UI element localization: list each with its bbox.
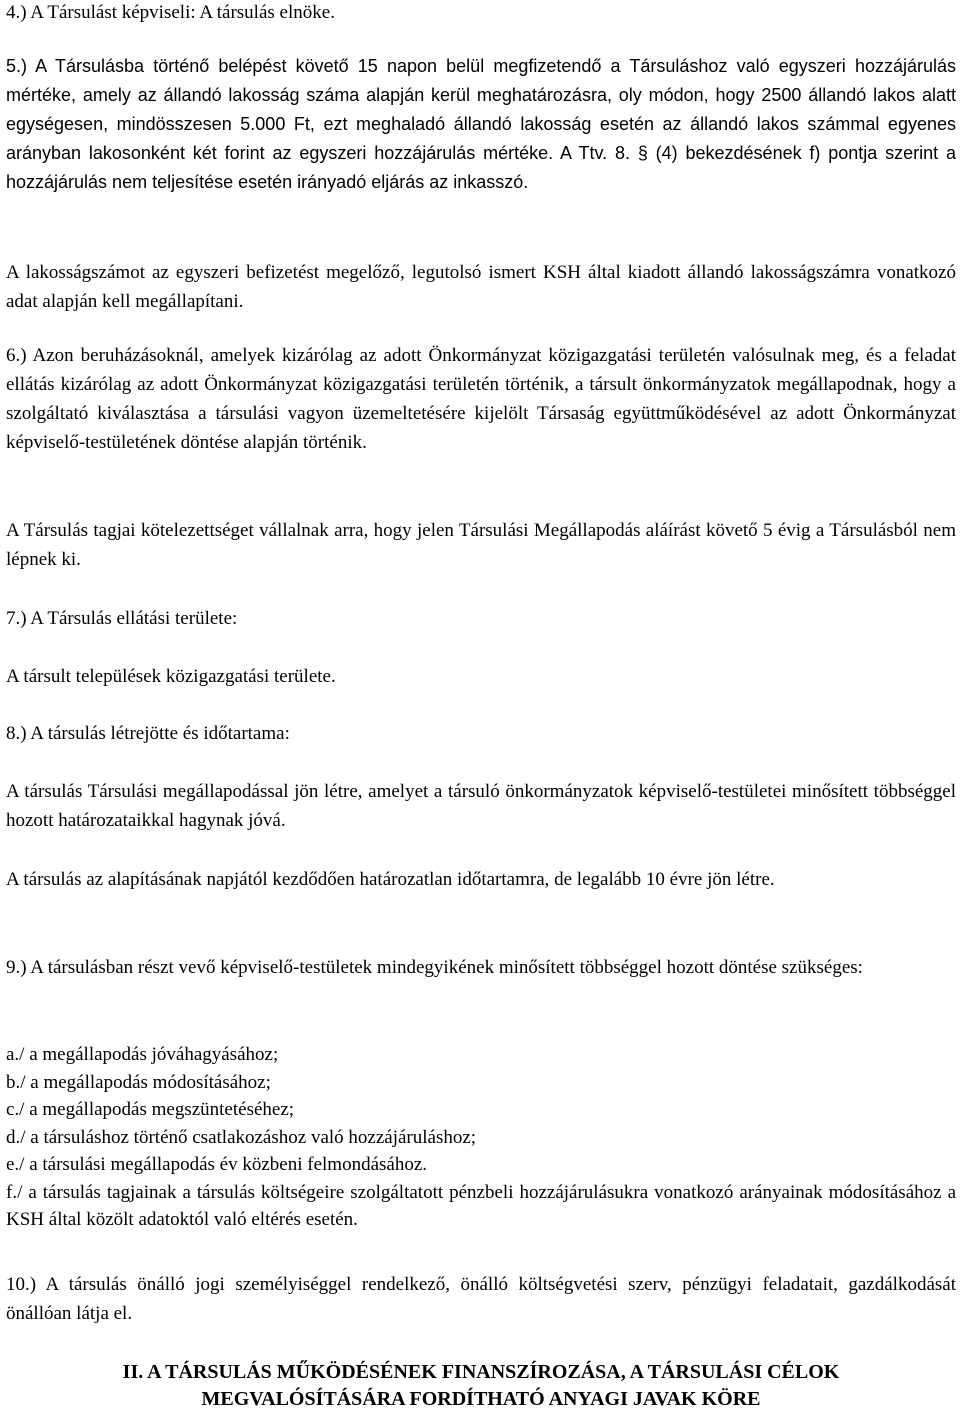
list-item: f./ a társulás tagjainak a társulás költségeire szolgáltatott pénzbeli hozzájárulásukra vonatkozó arányainak módosításához a KSH által közölt adatoktól való eltérés esetén. bbox=[6, 1181, 956, 1230]
paragraph-7-area: A társult települések közigazgatási területe. bbox=[6, 666, 336, 687]
section-heading-line-1: II. A TÁRSULÁS MŰKÖDÉSÉNEK FINANSZÍROZÁSA, A TÁRSULÁSI CÉLOK bbox=[122, 1361, 840, 1383]
paragraph-8-establishment: A társulás Társulási megállapodással jön létre, amelyet a társuló önkormányzatok képviselő-testületei minősített többséggel hozott határozataikkal hagynak jóvá. bbox=[6, 781, 956, 831]
paragraph-9-list bbox=[6, 1041, 956, 1234]
list-item: c./ a megállapodás megszüntetéséhez; bbox=[6, 1099, 295, 1120]
section-heading-line-2: MEGVALÓSÍTÁSÁRA FORDÍTHATÓ ANYAGI JAVAK KÖRE bbox=[201, 1388, 761, 1410]
paragraph-4-representative: 4.) A Társulást képviseli: A társulás elnöke. bbox=[6, 2, 335, 23]
paragraph-8-heading: 8.) A társulás létrejötte és időtartama: bbox=[6, 723, 290, 744]
paragraph-8-duration: A társulás az alapításának napjától kezdődően határozatlan időtartamra, de legalább 10 évre jön létre. bbox=[6, 869, 775, 890]
paragraph-9-intro: 9.) A társulásban részt vevő képviselő-testületek mindegyikének minősített többséggel hozott döntése szükséges: bbox=[6, 957, 863, 978]
paragraph-7-heading: 7.) A Társulás ellátási területe: bbox=[6, 608, 238, 629]
paragraph-6-investments: 6.) Azon beruházásoknál, amelyek kizárólag az adott Önkormányzat közigazgatási területén valósulnak meg, és a feladat ellátás kizárólag az adott Önkormányzat közigazgatási területén történik, a társult önkormányzatok megállapodnak, hogy a szolgáltató kiválasztása a társulási vagyon üzemeltetésére kijelölt Társaság együttműködésével az adott Önkormányzat képviselő-testületének döntése alapján történik. bbox=[6, 345, 956, 453]
list-item: b./ a megállapodás módosításához; bbox=[6, 1071, 271, 1093]
paragraph-6-membership-obligation: A Társulás tagjai kötelezettséget vállalnak arra, hogy jelen Társulási Megállapodás aláírást követő 5 évig a Társulásból nem lépnek ki. bbox=[6, 520, 956, 570]
paragraph-10-legal-status: 10.) A társulás önálló jogi személyiséggel rendelkező, önálló költségvetési szerv, pénzügyi feladatait, gazdálkodását önállóan látja el. bbox=[6, 1274, 956, 1324]
list-item: e./ a társulási megállapodás év közbeni felmondásához. bbox=[6, 1154, 428, 1175]
list-item: d./ a társuláshoz történő csatlakozáshoz való hozzájáruláshoz; bbox=[6, 1126, 477, 1148]
paragraph-5-population-basis: A lakosságszámot az egyszeri befizetést megelőző, legutolsó ismert KSH által kiadott állandó lakosságszámra vonatkozó adat alapján kell megállapítani. bbox=[6, 262, 956, 312]
list-item: a./ a megállapodás jóváhagyásához; bbox=[6, 1044, 279, 1065]
paragraph-5-contribution: 5.) A Társulásba történő belépést követő 15 napon belül megfizetendő a Társuláshoz való egyszeri hozzájárulás mértéke, amely az állandó lakosság száma alapján kerül meghatározásra, oly módon, hogy 2500 állandó lakos alatt egységesen, mindösszesen 5.000 Ft, ezt meghaladó állandó lakosság esetén az állandó lakos számmal egyenes arányban lakosonként két forint az egyszeri hozzájárulás mértéke. A Ttv. 8. § (4) bekezdésének f) pontja szerint a hozzájárulás nem teljesítése esetén irányadó eljárás az inkasszó. bbox=[6, 56, 956, 192]
